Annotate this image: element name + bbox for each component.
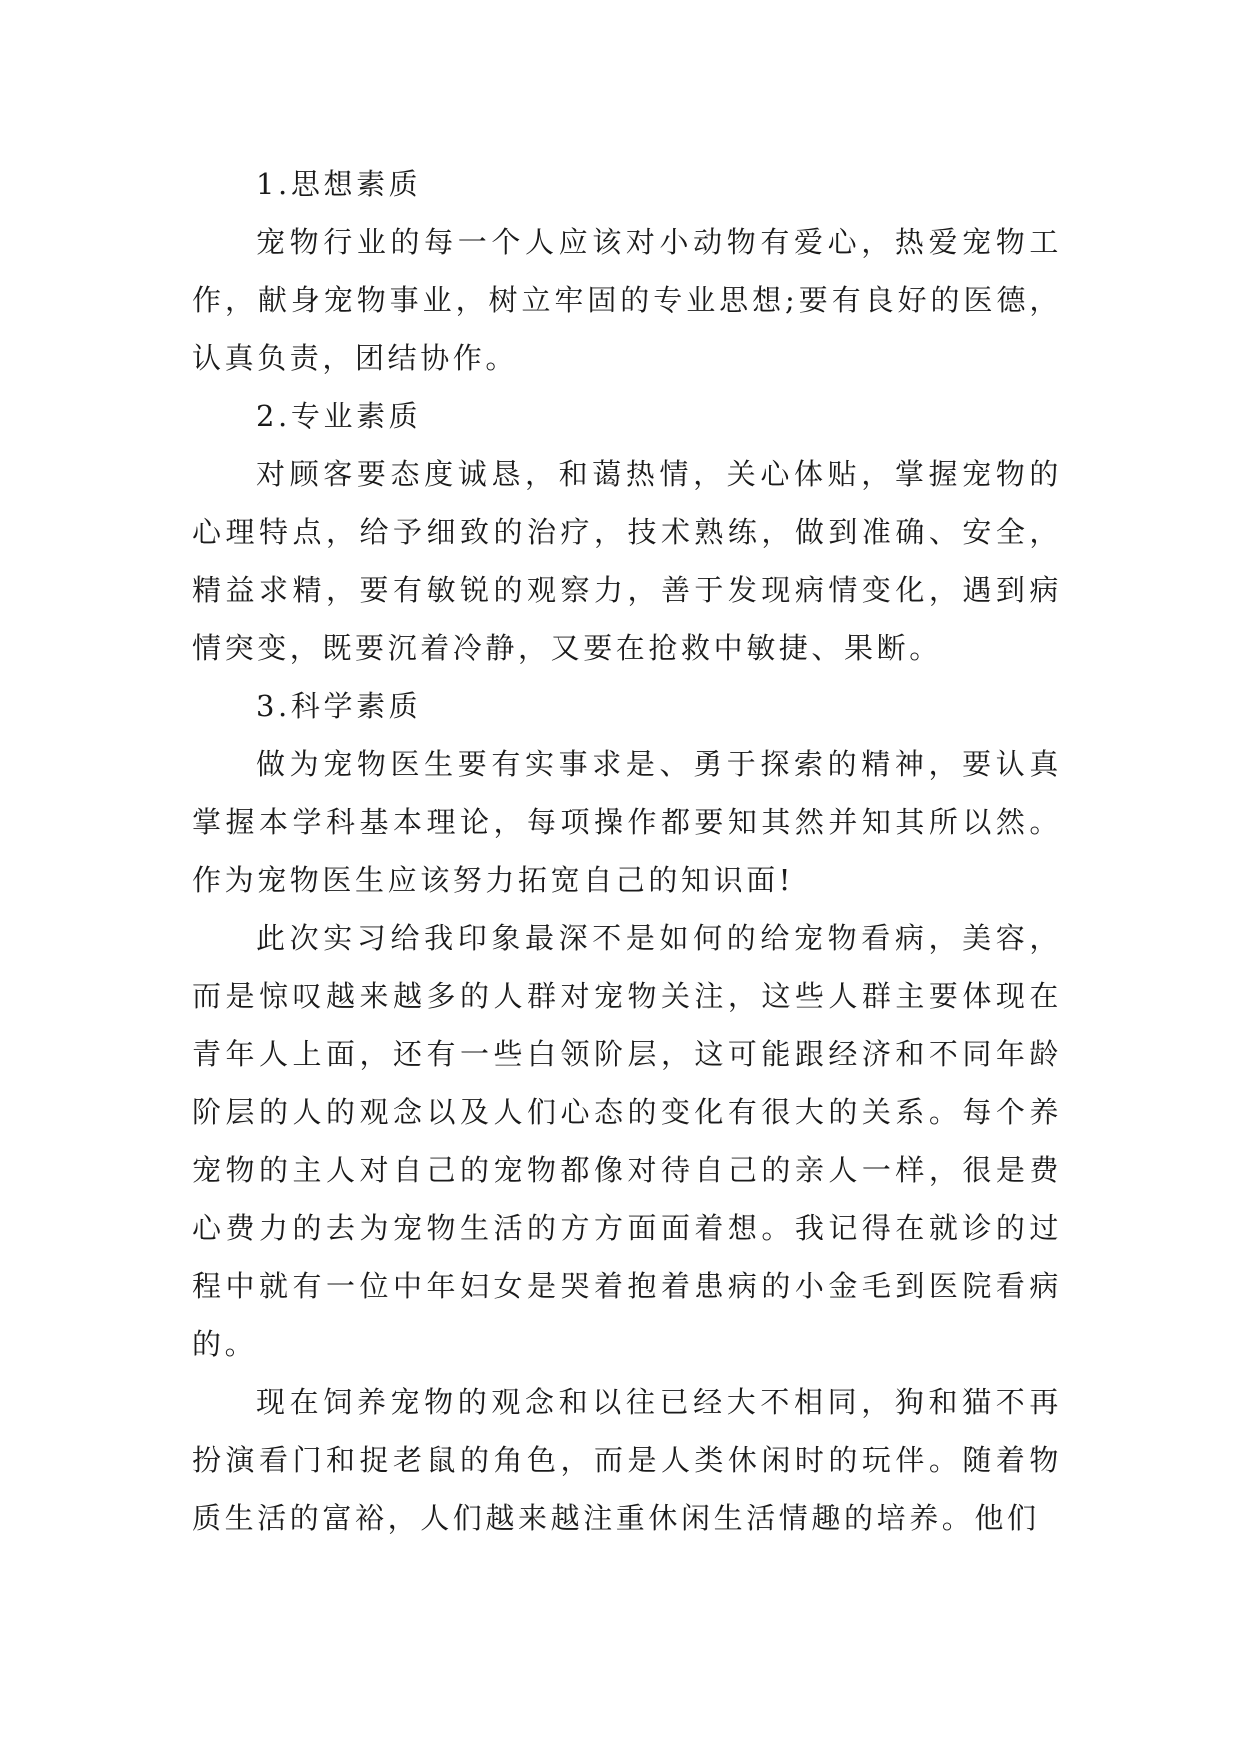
paragraph: 现在饲养宠物的观念和以往已经大不相同，狗和猫不再扮演看门和捉老鼠的角色，而是人类休闲时的玩伴。随着物质生活的富裕，人们越来越注重休闲生活情趣的培养。他们 — [192, 1385, 1062, 1535]
paragraph: 对顾客要态度诚恳，和蔼热情，关心体贴，掌握宠物的心理特点，给予细致的治疗，技术熟练，做到准确、安全，精益求精，要有敏锐的观察力，善于发现病情变化，遇到病情突变，既要沉着冷静，又要在抢救中敏捷、果断。 — [192, 457, 1062, 665]
section-heading-2: 2.专业素质 — [256, 399, 422, 433]
document-body — [192, 155, 1062, 1547]
paragraph: 此次实习给我印象最深不是如何的给宠物看病，美容，而是惊叹越来越多的人群对宠物关注，这些人群主要体现在青年人上面，还有一些白领阶层，这可能跟经济和不同年龄阶层的人的观念以及人们心态的变化有很大的关系。每个养宠物的主人对自己的宠物都像对待自己的亲人一样，很是费心费力的去为宠物生活的方方面面着想。我记得在就诊的过程中就有一位中年妇女是哭着抱着患病的小金毛到医院看病的。 — [192, 921, 1062, 1361]
paragraph: 宠物行业的每一个人应该对小动物有爱心，热爱宠物工作，献身宠物事业，树立牢固的专业思想;要有良好的医德，认真负责，团结协作。 — [192, 225, 1062, 375]
section-heading-1: 1.思想素质 — [256, 167, 422, 201]
paragraph: 做为宠物医生要有实事求是、勇于探索的精神，要认真掌握本学科基本理论，每项操作都要知其然并知其所以然。作为宠物医生应该努力拓宽自己的知识面! — [192, 747, 1062, 897]
section-heading-3: 3.科学素质 — [256, 689, 422, 723]
